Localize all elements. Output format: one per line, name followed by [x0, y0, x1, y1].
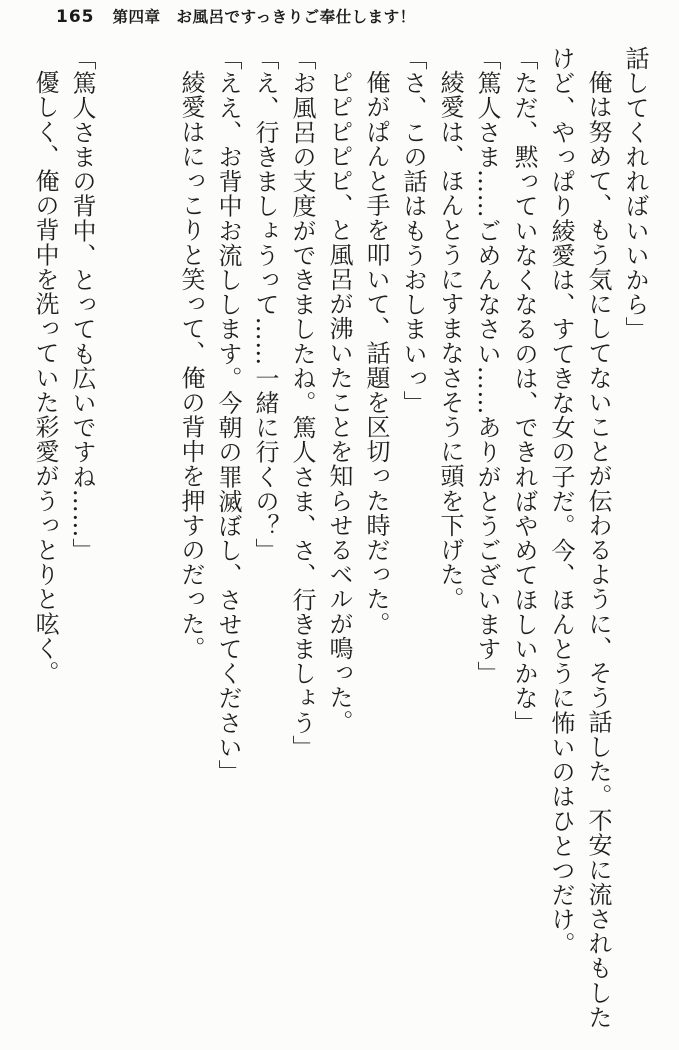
text-column: 「篤人さまの背中、とっても広いですね……」	[68, 46, 96, 563]
page-number: 165	[56, 7, 95, 27]
text-column: 綾愛はにっこりと笑って、俺の背中を押すのだった。	[177, 70, 205, 661]
text-column: 「ただ、黙っていなくなるのは、できればやめてほしいかな」	[510, 46, 538, 735]
text-column: 「お風呂の支度ができましたね。篤人さま、さ、行きましょう」	[288, 46, 316, 760]
running-head	[56, 5, 416, 27]
chapter-title: 第四章 お風呂ですっきりご奉仕します！	[112, 8, 416, 26]
text-column: 優しく、俺の背中を洗っていた彩愛がうっとりと呟く。	[31, 70, 59, 685]
text-column: 綾愛は、ほんとうにすまなさそうに頭を下げた。	[436, 70, 464, 612]
text-column: 「ええ、お背中お流しします。今朝の罪滅ぼし、させてください」	[214, 46, 242, 784]
text-column: ピピピピピ、と風呂が沸いたことを知らせるベルが鳴った。	[325, 70, 353, 735]
text-column: 「え、行きましょうって……一緒に行くの？」	[251, 46, 279, 563]
text-column: 俺は努めて、もう気にしてないことが伝わるように、そう話した。不安に流されもした	[584, 70, 612, 1030]
text-column: 話してくれればいいから」	[621, 46, 649, 342]
text-column: 「篤人さま……ごめんなさい……ありがとうございます」	[473, 46, 501, 686]
text-column: 俺がぱんと手を叩いて、話題を区切った時だった。	[362, 70, 390, 636]
text-column: 「さ、この話はもうおしまいっ」	[399, 46, 427, 415]
body-text-columns	[26, 46, 653, 1030]
text-column: けど、やっぱり綾愛は、すてきな女の子だ。今、ほんとうに怖いのはひとつだけ。	[547, 46, 575, 957]
